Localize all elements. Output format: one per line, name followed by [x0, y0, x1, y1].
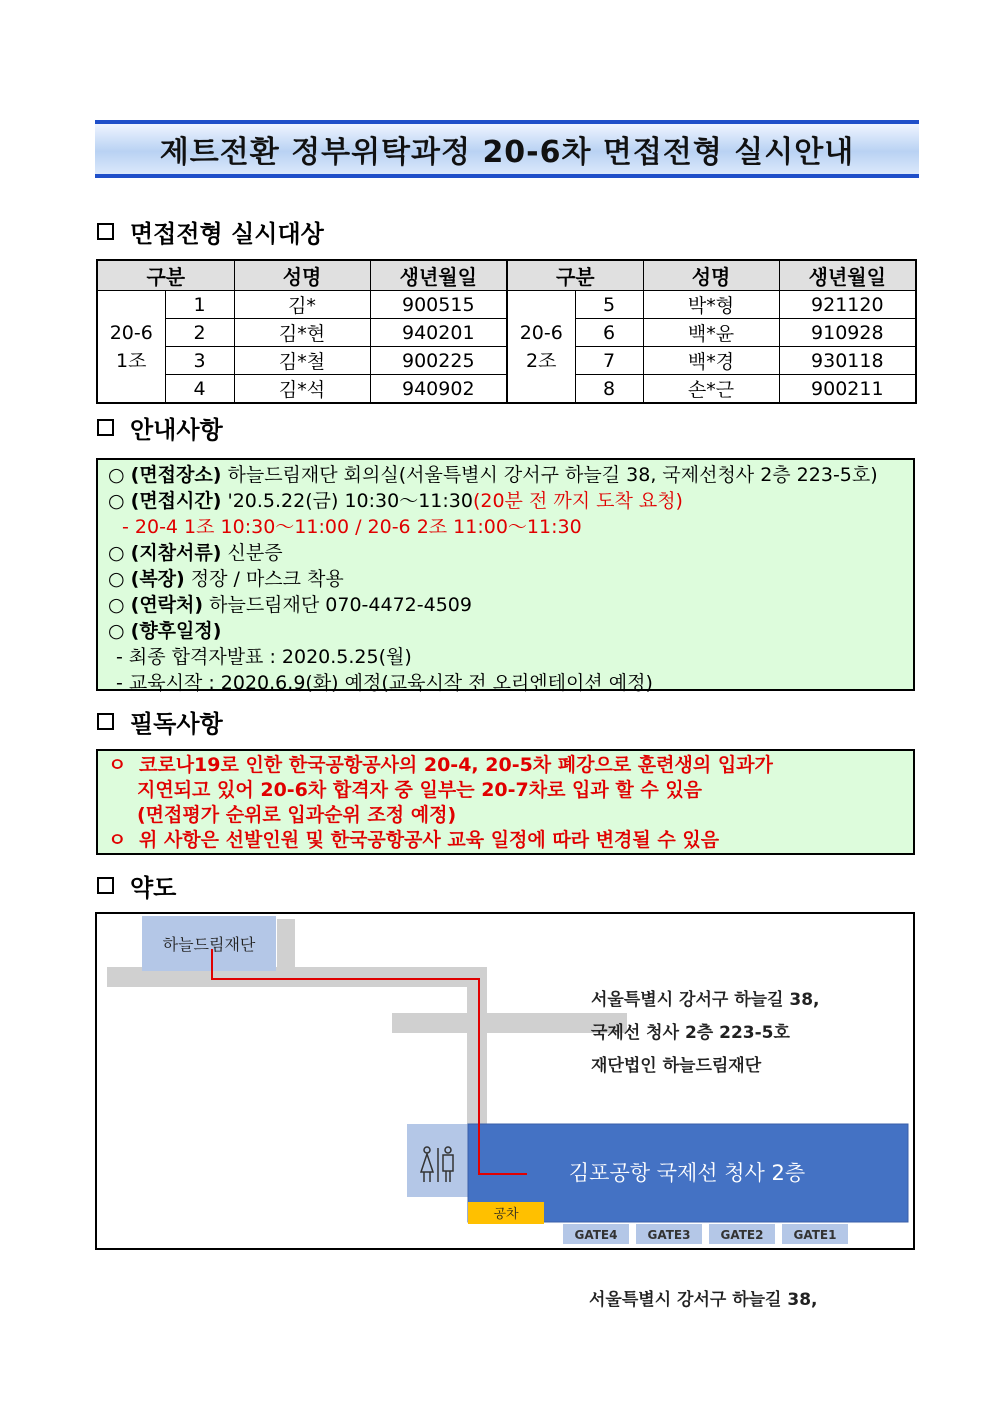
notice-text: 위 사항은 선발인원 및 한국공항공사 교육 일정에 따라 변경될 수 있음: [138, 829, 720, 851]
guide-label: (향후일정): [130, 620, 222, 642]
header-name: 성명: [234, 260, 370, 291]
row-number: 6: [575, 319, 643, 347]
notice-box: [96, 749, 915, 855]
guide-dress: [108, 566, 903, 592]
row-name: 백*윤: [643, 319, 779, 347]
guide-label: (지참서류): [130, 542, 222, 564]
foundation-label: 하늘드림재단: [162, 935, 256, 954]
table-row: [97, 291, 916, 319]
guide-time-detail: - 20-4 1조 10:30～11:00 / 20-6 2조 11:00～11:30: [122, 516, 582, 538]
notice-line: (면접평가 순위로 입과순위 조정 예정): [137, 804, 457, 826]
guide-docs: [108, 540, 903, 566]
row-number: 5: [575, 291, 643, 319]
row-birth: 900225: [370, 347, 507, 375]
road: [467, 967, 487, 1127]
map: [95, 912, 915, 1310]
bullet: ○: [108, 490, 125, 512]
guide-label: (연락처): [130, 594, 204, 616]
address-block: [591, 984, 820, 1083]
section-heading-map: [97, 868, 176, 903]
guide-value: 신분증: [227, 542, 283, 564]
checkbox-square-icon: [97, 419, 114, 436]
section-title: 필독사항: [130, 710, 223, 738]
gate-label: GATE4: [574, 1228, 618, 1242]
address-line: 서울특별시 강서구 하늘길 38,: [589, 1290, 818, 1310]
address-line-2: 국제선 청사 2층 223-5호: [591, 1023, 790, 1043]
notice-line: [108, 753, 903, 778]
page-title: 제트전환 정부위탁과정 20-6차 면접전형 실시안내: [159, 135, 855, 170]
bullet: ㅇ: [108, 754, 127, 776]
row-number: 3: [165, 347, 234, 375]
table-row: [97, 319, 916, 347]
checkbox-square-icon: [97, 223, 114, 240]
checkbox-square-icon: [97, 877, 114, 894]
bullet: ○: [108, 464, 125, 486]
group-label: 20-6: [519, 321, 563, 344]
guide-schedule: [108, 618, 903, 644]
row-name: 김*: [234, 291, 370, 319]
guide-label: (복장): [130, 568, 185, 590]
address-line-3: 재단법인 하늘드림재단: [591, 1056, 762, 1076]
group-label: 20-6: [109, 321, 153, 344]
guide-box: [96, 458, 915, 694]
guide-value: 정장 / 마스크 착용: [190, 568, 344, 590]
row-name: 김*현: [234, 319, 370, 347]
row-birth: 940201: [370, 319, 507, 347]
guide-label: (면접시간): [130, 490, 222, 512]
group-cell-2: [507, 291, 575, 404]
row-name: 백*경: [643, 347, 779, 375]
gate-label: GATE1: [793, 1228, 837, 1242]
section-title: 약도: [130, 874, 177, 902]
title-banner: [95, 120, 919, 178]
row-number: 1: [165, 291, 234, 319]
notice-line: 지연되고 있어 20-6차 합격자 중 일부는 20-7차로 입과 할 수 있음: [137, 779, 703, 801]
row-birth: 940902: [370, 375, 507, 404]
header-birth: 생년월일: [370, 260, 507, 291]
guide-value: 하늘드림재단 070-4472-4509: [209, 594, 472, 616]
guide-contact: [108, 592, 903, 618]
row-name: 김*석: [234, 375, 370, 404]
table-header-row: [97, 260, 916, 291]
row-number: 4: [165, 375, 234, 404]
bullet: ○: [108, 542, 125, 564]
group-label: 1조: [116, 349, 147, 372]
row-birth: 910928: [779, 319, 916, 347]
section-heading-required: [97, 704, 223, 739]
row-number: 2: [165, 319, 234, 347]
row-birth: 900211: [779, 375, 916, 404]
guide-place: [108, 462, 903, 488]
section-title: 안내사항: [130, 416, 223, 444]
guide-note: (20분 전 까지 도착 요청): [472, 490, 683, 512]
notice-line: [108, 828, 903, 853]
section-title: 면접전형 실시대상: [130, 220, 324, 248]
header-group: 구분: [507, 260, 643, 291]
row-number: 8: [575, 375, 643, 404]
header-group: 구분: [97, 260, 234, 291]
row-birth: 900515: [370, 291, 507, 319]
gate-label: GATE2: [720, 1228, 764, 1242]
row-birth: 930118: [779, 347, 916, 375]
bullet: ○: [108, 568, 125, 590]
guide-value: '20.5.22(금) 10:30～11:30: [227, 490, 473, 512]
guide-value: 하늘드림재단 회의실(서울특별시 강서구 하늘길 38, 국제선청사 2층 223-5호): [227, 464, 878, 486]
address-line-1: 서울특별시 강서구 하늘길 38,: [591, 990, 820, 1010]
section-heading-targets: [97, 214, 324, 249]
row-name: 손*근: [643, 375, 779, 404]
table-row: [97, 375, 916, 404]
bullet: ○: [108, 594, 125, 616]
guide-time: [108, 488, 903, 514]
row-number: 7: [575, 347, 643, 375]
guide-label: (면접장소): [130, 464, 222, 486]
bullet: ㅇ: [108, 829, 127, 851]
checkbox-square-icon: [97, 713, 114, 730]
guide-schedule-1: - 최종 합격자발표 : 2020.5.25(월): [116, 646, 412, 668]
row-name: 김*철: [234, 347, 370, 375]
bullet: ○: [108, 620, 125, 642]
terminal-label: 김포공항 국제선 청사 2층: [568, 1161, 806, 1185]
table-row: [97, 347, 916, 375]
group-cell-1: [97, 291, 165, 404]
section-heading-guide: [97, 410, 223, 445]
target-table: [96, 259, 917, 404]
road: [277, 919, 295, 969]
header-name: 성명: [643, 260, 779, 291]
notice-text: 코로나19로 인한 한국공항공사의 20-4, 20-5차 폐강으로 훈련생의 입과가: [138, 754, 773, 776]
group-label: 2조: [526, 349, 557, 372]
construction-label: 공차: [493, 1207, 519, 1222]
guide-schedule-2: - 교육시작 : 2020.6.9(화) 예정(교육시작 전 오리엔테이션 예정): [116, 672, 653, 694]
header-birth: 생년월일: [779, 260, 916, 291]
row-name: 박*형: [643, 291, 779, 319]
row-birth: 921120: [779, 291, 916, 319]
gate-label: GATE3: [647, 1228, 691, 1242]
